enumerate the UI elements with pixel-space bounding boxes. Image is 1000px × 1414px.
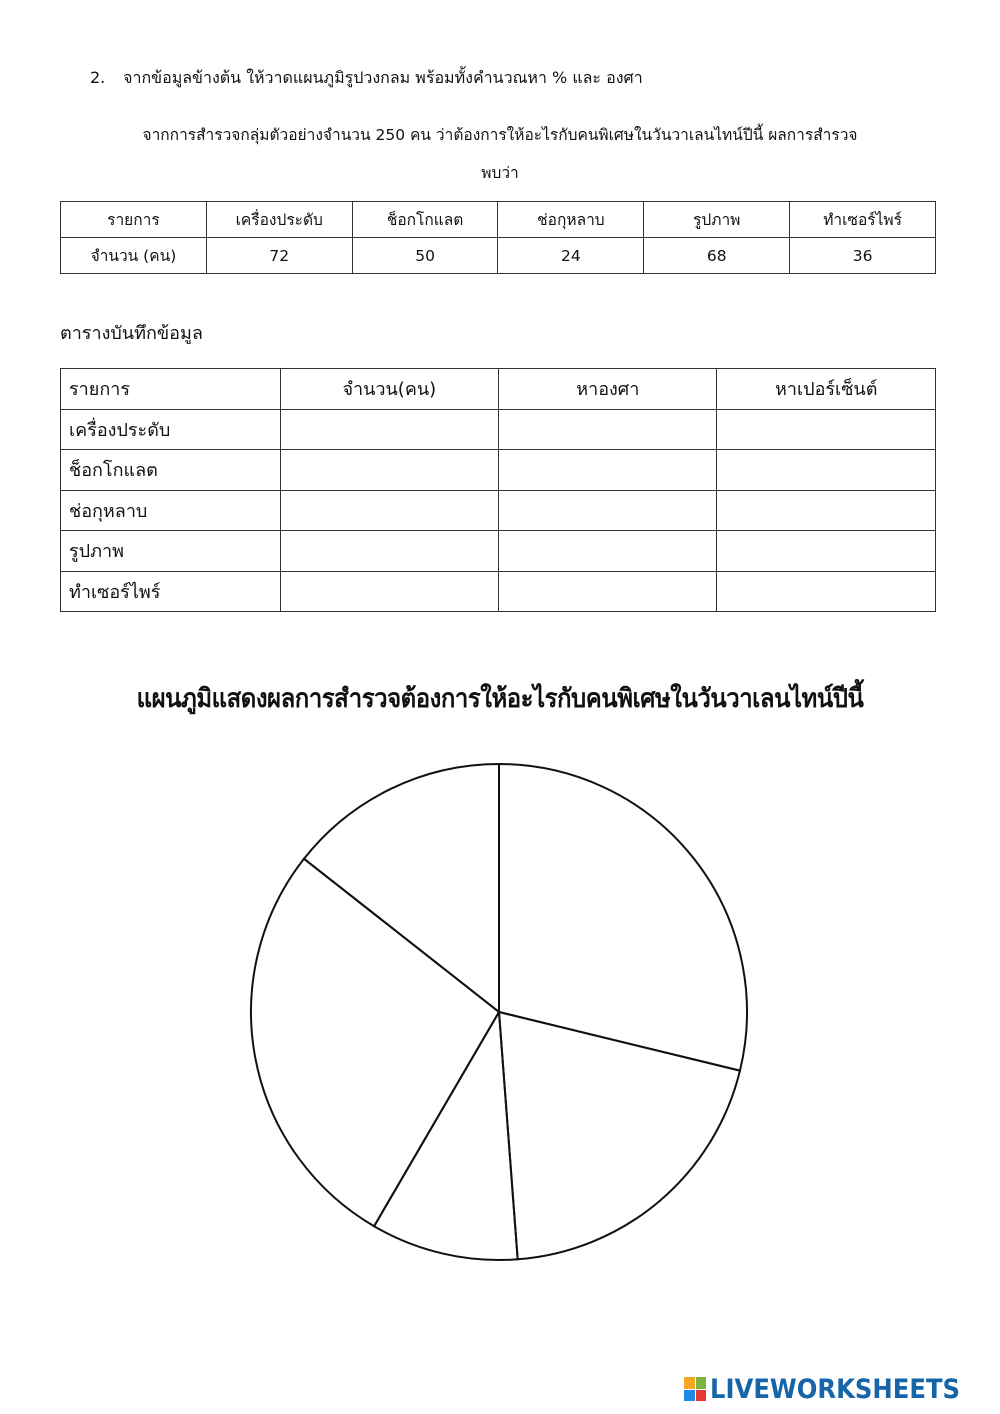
answer-cell-degree[interactable] bbox=[499, 571, 717, 612]
answer-cell-count[interactable] bbox=[280, 409, 499, 450]
record-header: หาเปอร์เซ็นต์ bbox=[717, 369, 936, 410]
answer-cell-degree[interactable] bbox=[499, 409, 717, 450]
liveworksheets-wordmark: LIVEWORKSHEETS bbox=[710, 1373, 961, 1405]
survey-item: ทำเซอร์ไพร์ bbox=[790, 202, 936, 238]
record-row bbox=[61, 531, 936, 572]
survey-count: 72 bbox=[206, 238, 352, 274]
pie-slice bbox=[251, 859, 499, 1226]
survey-count: 36 bbox=[790, 238, 936, 274]
answer-cell-percent[interactable] bbox=[717, 490, 936, 531]
record-row bbox=[61, 571, 936, 612]
pie-slice bbox=[499, 764, 747, 1071]
question-number: 2. bbox=[90, 68, 106, 87]
answer-cell-count[interactable] bbox=[280, 450, 499, 491]
survey-item: ช็อกโกแลต bbox=[352, 202, 498, 238]
record-table bbox=[60, 368, 936, 612]
answer-cell-percent[interactable] bbox=[717, 450, 936, 491]
survey-row-header: รายการ bbox=[61, 202, 207, 238]
record-row-label: รูปภาพ bbox=[61, 531, 281, 572]
record-header-row bbox=[61, 369, 936, 410]
survey-intro bbox=[60, 116, 940, 192]
record-row-label: ช่อกุหลาบ bbox=[61, 490, 281, 531]
question-text: จากข้อมูลข้างต้น ให้วาดแผนภูมิรูปวงกลม พร้อมทั้งคำนวณหา % และ องศา bbox=[123, 68, 643, 87]
logo-square bbox=[684, 1390, 695, 1402]
survey-count: 24 bbox=[498, 238, 644, 274]
record-row-label: เครื่องประดับ bbox=[61, 409, 281, 450]
survey-item: เครื่องประดับ bbox=[206, 202, 352, 238]
logo-square bbox=[684, 1377, 695, 1389]
pie-slices bbox=[251, 764, 747, 1260]
survey-table bbox=[60, 201, 936, 274]
intro-line-1: จากการสำรวจกลุ่มตัวอย่างจำนวน 250 คน ว่าต้องการให้อะไรกับคนพิเศษในวันวาเลนไทน์ปีนี้ ผลการสำรวจ bbox=[142, 126, 858, 144]
liveworksheets-mark-icon bbox=[684, 1377, 706, 1401]
liveworksheets-logo bbox=[684, 1372, 988, 1406]
survey-items-row bbox=[61, 202, 936, 238]
survey-counts-row bbox=[61, 238, 936, 274]
record-header: จำนวน(คน) bbox=[280, 369, 499, 410]
record-header: รายการ bbox=[61, 369, 281, 410]
logo-square bbox=[696, 1377, 707, 1389]
answer-cell-degree[interactable] bbox=[499, 490, 717, 531]
pie-slice bbox=[304, 764, 499, 1012]
chart-title: แผนภูมิแสดงผลการสำรวจต้องการให้อะไรกับคนพิเศษในวันวาเลนไทน์ปีนี้ bbox=[136, 684, 864, 714]
survey-count: 68 bbox=[644, 238, 790, 274]
answer-cell-count[interactable] bbox=[280, 571, 499, 612]
answer-cell-count[interactable] bbox=[280, 490, 499, 531]
survey-count: 50 bbox=[352, 238, 498, 274]
answer-cell-percent[interactable] bbox=[717, 571, 936, 612]
logo-square bbox=[696, 1390, 707, 1402]
answer-cell-percent[interactable] bbox=[717, 531, 936, 572]
survey-row-header: จำนวน (คน) bbox=[61, 238, 207, 274]
record-section-label: ตารางบันทึกข้อมูล bbox=[60, 323, 203, 344]
record-header: หาองศา bbox=[499, 369, 717, 410]
pie-slice bbox=[374, 1012, 518, 1260]
record-row bbox=[61, 450, 936, 491]
record-row-label: ช็อกโกแลต bbox=[61, 450, 281, 491]
answer-cell-count[interactable] bbox=[280, 531, 499, 572]
survey-item: รูปภาพ bbox=[644, 202, 790, 238]
answer-cell-degree[interactable] bbox=[499, 450, 717, 491]
record-row-label: ทำเซอร์ไพร์ bbox=[61, 571, 281, 612]
answer-cell-percent[interactable] bbox=[717, 409, 936, 450]
pie-slice bbox=[499, 1012, 740, 1259]
record-row bbox=[61, 409, 936, 450]
intro-line-2: พบว่า bbox=[481, 164, 519, 182]
question-heading bbox=[90, 66, 643, 91]
survey-item: ช่อกุหลาบ bbox=[498, 202, 644, 238]
record-row bbox=[61, 490, 936, 531]
answer-cell-degree[interactable] bbox=[499, 531, 717, 572]
